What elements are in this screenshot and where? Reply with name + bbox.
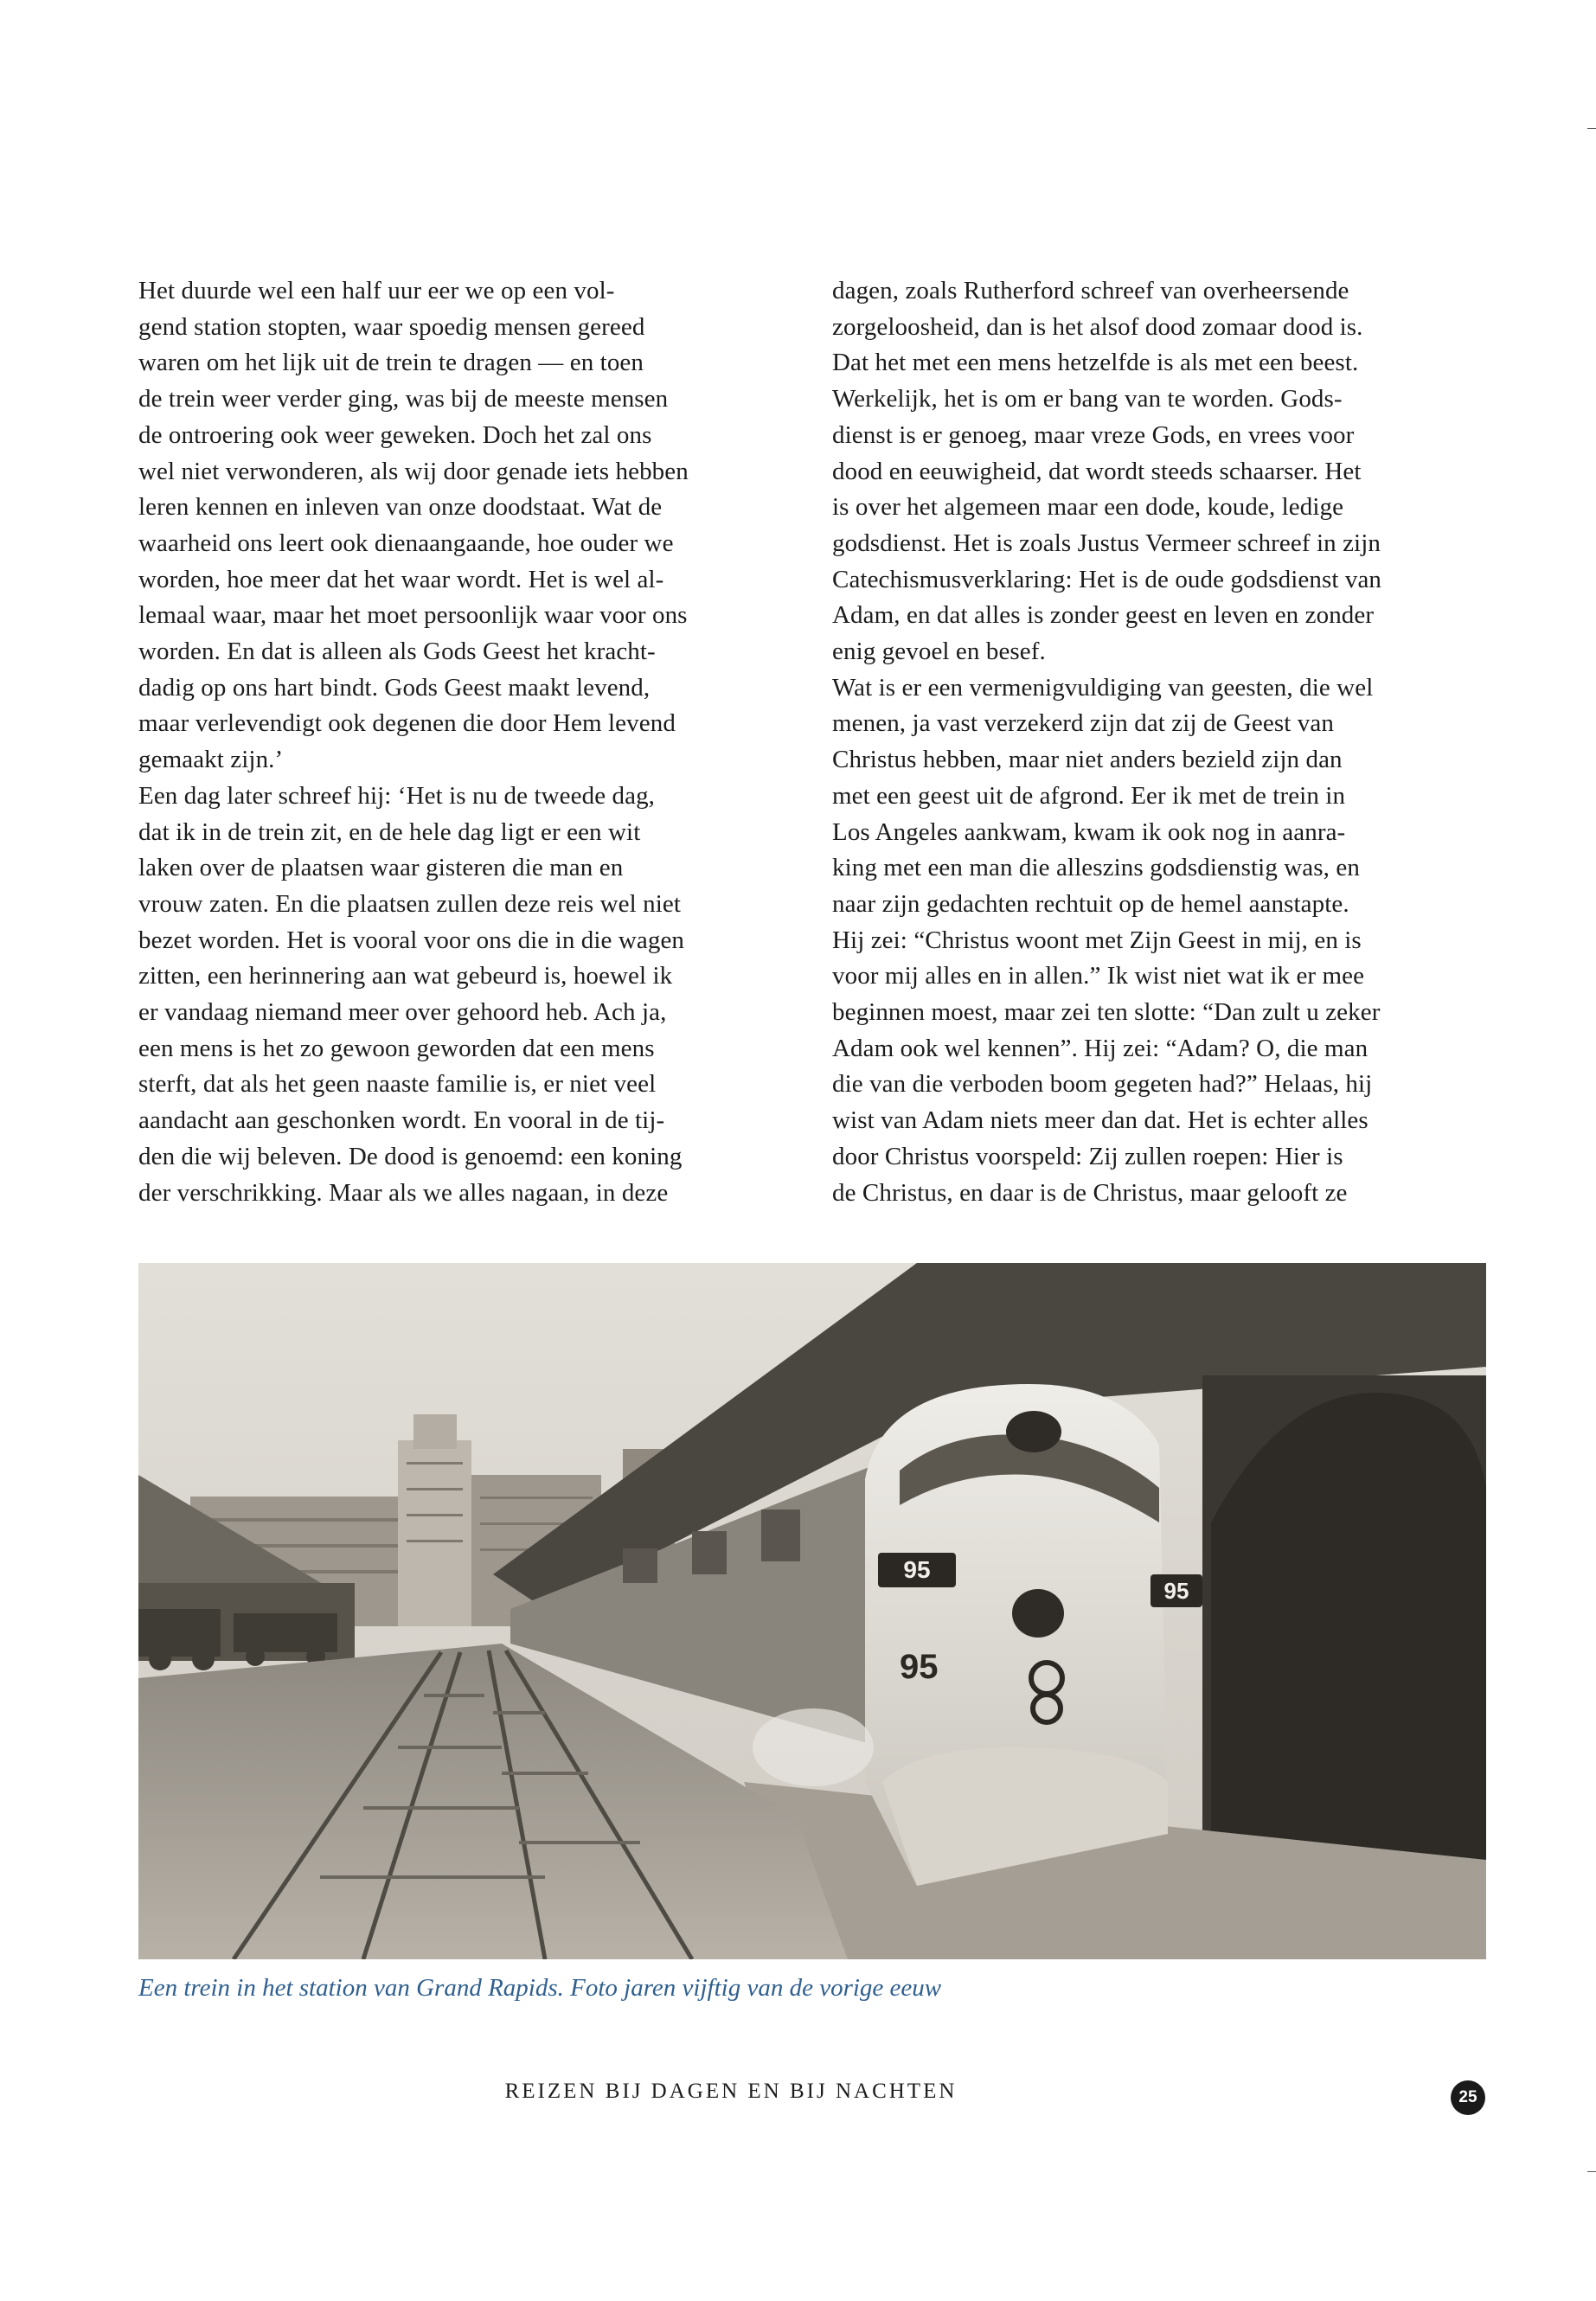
text-line: zitten, een herinnering aan wat gebeurd is, hoewel ik	[138, 962, 673, 990]
text-line: bezet worden. Het is vooral voor ons die in die wagen	[138, 926, 685, 954]
text-line: wist van Adam niets meer dan dat. Het is echter alles	[832, 1106, 1368, 1135]
text-line: er vandaag niemand meer over gehoord heb. Ach ja,	[138, 998, 667, 1027]
text-line: door Christus voorspeld: Zij zullen roepen: Hier is	[832, 1142, 1343, 1170]
text-line: de trein weer verder ging, was bij de meeste mensen	[138, 385, 669, 413]
text-line: Adam ook wel kennen”. Hij zei: “Adam? O, die man	[832, 1034, 1368, 1062]
station-arch	[1211, 1393, 1486, 1886]
text-line: lemaal waar, maar het moet persoonlijk waar voor ons	[138, 601, 688, 630]
text-line: king met een man die alleszins godsdienstig was, en	[832, 854, 1360, 882]
text-line: beginnen moest, maar zei ten slotte: “Dan zult u zeker	[832, 998, 1381, 1027]
text-line: waarheid ons leert ook dienaangaande, hoe ouder we	[138, 529, 674, 557]
text-line: een mens is het zo gewoon geworden dat een mens	[138, 1034, 655, 1062]
text-line: den die wij beleven. De dood is genoemd: een koning	[138, 1142, 683, 1170]
text-line: dat ik in de trein zit, en de hele dag ligt er een wit	[138, 817, 641, 846]
text-line: naar zijn gedachten rechtuit op de hemel aanstapte.	[832, 889, 1349, 918]
text-line: dood en eeuwigheid, dat wordt steeds schaarser. Het	[832, 457, 1362, 485]
text-line: aandacht aan geschonken wordt. En vooral in de tij-	[138, 1106, 665, 1135]
text-line: worden. En dat is alleen als Gods Geest het kracht-	[138, 638, 656, 666]
headlight-lower	[1012, 1589, 1064, 1638]
text-line: zorgeloosheid, dan is het alsof dood zomaar dood is.	[832, 312, 1363, 341]
photo-illustration	[138, 1263, 1486, 1959]
text-line: godsdienst. Het is zoals Justus Vermeer schreef in zijn	[832, 529, 1381, 557]
text-line: Een dag later schreef hij: ‘Het is nu de tweede dag,	[138, 781, 656, 810]
text-line: de Christus, en daar is de Christus, maar gelooft ze	[832, 1178, 1348, 1207]
text-line: de ontroering ook weer geweken. Doch het zal ons	[138, 420, 652, 449]
text-line: Dat het met een mens hetzelfde is als met een beest.	[832, 349, 1359, 377]
text-line: dagen, zoals Rutherford schreef van overheersende	[832, 277, 1349, 304]
headlight-upper	[1006, 1411, 1061, 1452]
text-line: leren kennen en inleven van onze doodstaat. Wat de	[138, 493, 663, 522]
text-line: waren om het lijk uit de trein te dragen — en toen	[138, 349, 644, 377]
running-title: REIZEN BIJ DAGEN EN BIJ NACHTEN	[504, 2080, 958, 2103]
number-board-right-text: 95	[1163, 1578, 1189, 1604]
text-line: dadig op ons hart bindt. Gods Geest maakt levend,	[138, 673, 651, 702]
text-line: Los Angeles aankwam, kwam ik ook nog in aanra-	[832, 817, 1346, 846]
page-number-badge: 25	[1451, 2080, 1485, 2115]
text-line: Werkelijk, het is om er bang van te worden. Gods-	[832, 385, 1343, 413]
text-line: vrouw zaten. En die plaatsen zullen deze reis wel niet	[138, 889, 682, 918]
locomotive-side-number: 95	[900, 1648, 939, 1686]
text-line: gend station stopten, waar spoedig mensen gereed	[138, 312, 645, 341]
text-line: menen, ja vast verzekerd zijn dat zij de Geest van	[832, 709, 1334, 738]
text-line: Wat is er een vermenigvuldiging van geesten, die wel	[832, 673, 1374, 702]
text-line: Catechismusverklaring: Het is de oude godsdienst van	[832, 565, 1382, 593]
body-text	[138, 273, 1479, 1216]
steam-cloud	[753, 1708, 874, 1786]
text-column-right	[832, 273, 1483, 1211]
photo-caption: Een trein in het station van Grand Rapids. Foto jaren vijftig van de vorige eeuw	[138, 1974, 942, 2002]
text-line: sterft, dat als het geen naaste familie is, er niet veel	[138, 1070, 657, 1099]
text-line: Adam, en dat alles is zonder geest en leven en zonder	[832, 601, 1375, 630]
text-line: met een geest uit de afgrond. Eer ik met de trein in	[832, 781, 1346, 810]
crop-mark-bottom	[1587, 2171, 1596, 2172]
text-line: worden, hoe meer dat het waar wordt. Het is wel al-	[138, 565, 664, 593]
text-line: Hij zei: “Christus woont met Zijn Geest in mij, en is	[832, 926, 1362, 954]
text-line: maar verlevendigt ook degenen die door Hem levend	[138, 709, 676, 738]
text-line: Het duurde wel een half uur eer we op een vol-	[138, 277, 615, 304]
text-line: Christus hebben, maar niet anders bezield zijn dan	[832, 746, 1343, 774]
text-line: is over het algemeen maar een dode, koude, ledige	[832, 493, 1344, 522]
train-station-photo	[138, 1263, 1486, 1959]
text-line: gemaakt zijn.’	[138, 746, 284, 774]
text-line: voor mij alles en in allen.” Ik wist niet wat ik er mee	[832, 962, 1365, 990]
text-line: enig gevoel en besef.	[832, 638, 1046, 666]
text-line: dienst is er genoeg, maar vreze Gods, en vrees voor	[832, 420, 1355, 449]
text-column-left	[138, 273, 789, 1211]
text-line: die van die verboden boom gegeten had?” Helaas, hij	[832, 1070, 1373, 1099]
text-line: wel niet verwonderen, als wij door genade iets hebben	[138, 457, 689, 485]
text-line: der verschrikking. Maar als we alles nagaan, in deze	[138, 1178, 669, 1207]
crop-mark-top	[1587, 128, 1596, 129]
text-line: laken over de plaatsen waar gisteren die man en	[138, 854, 624, 882]
number-board-left-text: 95	[903, 1556, 931, 1583]
